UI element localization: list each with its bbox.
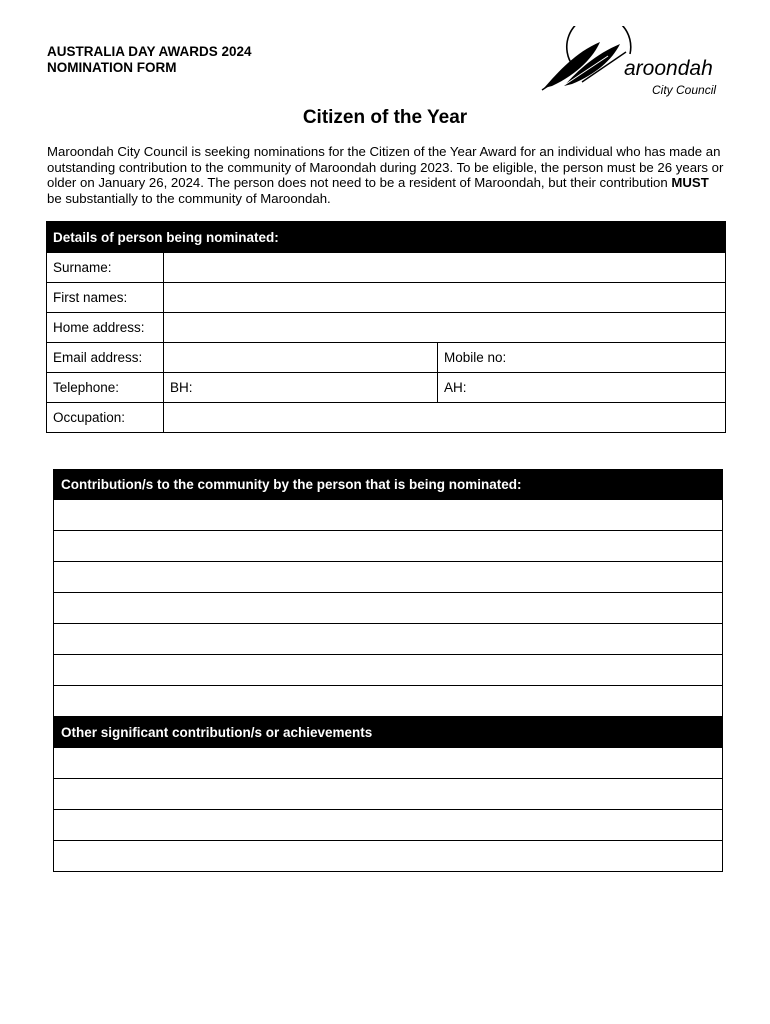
nominee-details-header: Details of person being nominated: (47, 222, 726, 253)
surname-label: Surname: (47, 253, 164, 283)
nominee-details-table (46, 221, 726, 433)
other-achievements-header: Other significant contribution/s or achievements (53, 717, 723, 748)
first-names-field[interactable] (164, 283, 726, 313)
intro-paragraph (47, 144, 727, 207)
mobile-field[interactable]: Mobile no: (438, 343, 726, 373)
form-heading-line1: AUSTRALIA DAY AWARDS 2024 (47, 44, 252, 59)
surname-field[interactable] (164, 253, 726, 283)
intro-text-bold: MUST (671, 175, 709, 191)
contribution-line[interactable] (53, 686, 723, 717)
achievement-line[interactable] (53, 748, 723, 779)
contribution-line[interactable] (53, 624, 723, 655)
first-names-label: First names: (47, 283, 164, 313)
email-address-field[interactable] (164, 343, 438, 373)
occupation-label: Occupation: (47, 403, 164, 433)
contributions-section (53, 469, 723, 872)
form-heading-line2: NOMINATION FORM (47, 60, 177, 75)
maroondah-logo (538, 26, 738, 100)
logo-subtitle: City Council (652, 83, 717, 97)
contribution-line[interactable] (53, 562, 723, 593)
home-address-label: Home address: (47, 313, 164, 343)
home-address-field[interactable] (164, 313, 726, 343)
contribution-line[interactable] (53, 500, 723, 531)
intro-text-part2: be substantially to the community of Maroondah. (47, 191, 331, 207)
occupation-field[interactable] (164, 403, 726, 433)
achievement-line[interactable] (53, 779, 723, 810)
telephone-ah-field[interactable]: AH: (438, 373, 726, 403)
achievement-line[interactable] (53, 841, 723, 872)
achievement-line[interactable] (53, 810, 723, 841)
contributions-header: Contribution/s to the community by the person that is being nominated: (53, 469, 723, 500)
document-title: Citizen of the Year (302, 107, 468, 128)
contribution-line[interactable] (53, 531, 723, 562)
form-heading (47, 44, 252, 76)
logo-wordmark: aroondah (624, 57, 713, 80)
telephone-bh-field[interactable]: BH: (164, 373, 438, 403)
contribution-line[interactable] (53, 593, 723, 624)
intro-text-part1: Maroondah City Council is seeking nominations for the Citizen of the Year Award for an individual who has made an outstanding contribution to the community of Maroondah during 2023. To be eligible, the person must be 26 years or older on January 26, 2024. The person does not need to be a resident of Maroondah, but their contribution (47, 144, 724, 191)
telephone-label: Telephone: (47, 373, 164, 403)
email-address-label: Email address: (47, 343, 164, 373)
contribution-line[interactable] (53, 655, 723, 686)
